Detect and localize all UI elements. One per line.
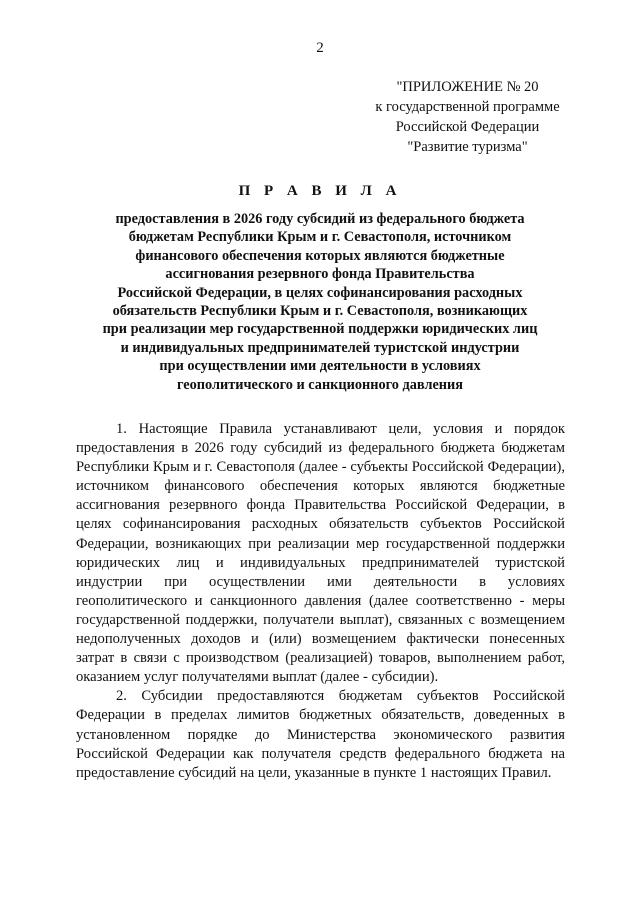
document-body xyxy=(76,420,565,783)
appendix-line-1: "ПРИЛОЖЕНИЕ № 20 xyxy=(396,79,539,95)
subtitle-line: ассигнования резервного фонда Правительства xyxy=(165,266,475,283)
appendix-line-2: к государственной программе xyxy=(375,99,560,115)
document-subtitle xyxy=(60,210,580,394)
paragraph-1: 1. Настоящие Правила устанавливают цели, условия и порядок предоставления в 2026 году субсидий из федерального бюджета бюджетам Республики Крым и г. Севастополя (далее - субъекты Российской Федерации), источником финансового обеспечения которых являются бюджетные ассигнования резервного фонда Правительства Российской Федерации, в целях софинансирования расходных обязательств субъектов Российской Федерации, возникающих при реализации мер государственной поддержки юридических лиц и индивидуальных предпринимателей туристской индустрии при осуществлении ими деятельности в условиях геополитического и санкционного давления (далее соответственно - меры государственной поддержки, получатели выплат), связанных с возмещением недополученных доходов и (или) возмещением фактически понесенных затрат в связи с производством (реализацией) товаров, выполнением работ, оказанием услуг получателями выплат (далее - субсидии). xyxy=(76,421,565,686)
subtitle-line: при осуществлении ими деятельности в условиях xyxy=(159,358,481,375)
subtitle-line: бюджетам Республики Крым и г. Севастополя, источником xyxy=(128,229,512,246)
page-number: 2 xyxy=(316,40,324,56)
appendix-header xyxy=(340,77,595,157)
subtitle-line: финансового обеспечения которых являются бюджетные xyxy=(135,247,505,264)
subtitle-line: обязательств Республики Крым и г. Севастополя, возникающих xyxy=(112,303,528,320)
subtitle-line: и индивидуальных предпринимателей туристской индустрии xyxy=(120,339,520,356)
document-title: П Р А В И Л А xyxy=(238,183,402,199)
appendix-line-3: Российской Федерации xyxy=(395,119,540,135)
subtitle-line: Российской Федерации, в целях софинансирования расходных xyxy=(117,284,523,301)
subtitle-line: предоставления в 2026 году субсидий из федерального бюджета xyxy=(115,211,525,227)
paragraph-2: 2. Субсидии предоставляются бюджетам субъектов Российской Федерации в пределах лимитов бюджетных обязательств, доведенных в установленном порядке до Министерства экономического развития Российской Федерации как получателя средств федерального бюджета на предоставление субсидий на цели, указанные в пункте 1 настоящих Правил. xyxy=(76,688,565,781)
appendix-line-4: "Развитие туризма" xyxy=(407,139,528,155)
subtitle-line: при реализации мер государственной поддержки юридических лиц xyxy=(102,321,538,338)
subtitle-line: геополитического и санкционного давления xyxy=(176,376,464,393)
